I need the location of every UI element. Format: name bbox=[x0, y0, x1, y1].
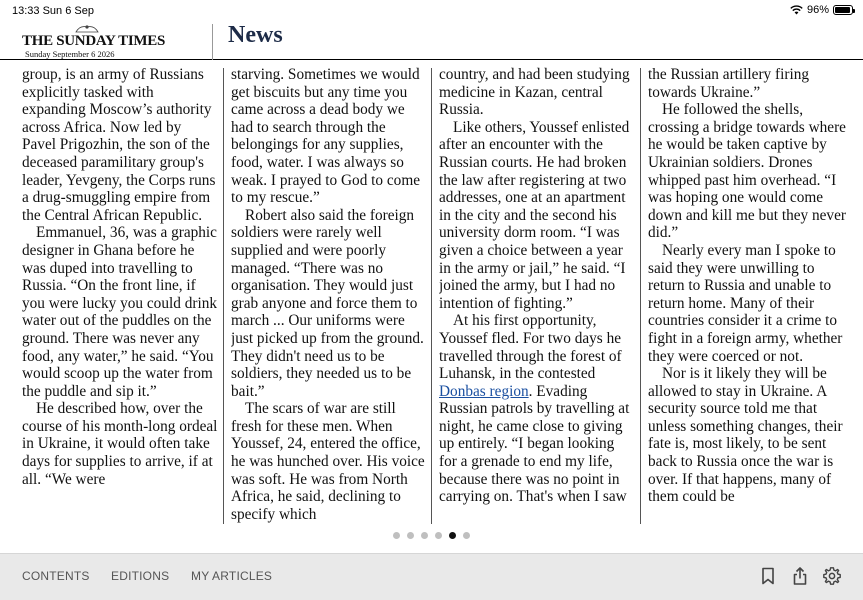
publication-logo[interactable] bbox=[22, 24, 212, 60]
paragraph: The scars of war are still fresh for these men. When Youssef, 24, entered the office, he was hunched over. His voice was soft. He was from North Africa, he said, declining to specify which bbox=[231, 400, 425, 523]
edition-date: Sunday September 6 2026 bbox=[25, 49, 115, 59]
wifi-icon bbox=[790, 5, 803, 15]
column-divider bbox=[431, 68, 432, 524]
publication-name: THE SUNDAY TIMES bbox=[22, 33, 166, 49]
article-column-3 bbox=[439, 66, 635, 524]
page-dot[interactable] bbox=[407, 532, 414, 539]
paragraph: Nearly every man I spoke to said they were unwilling to return to Russia and unable to return home. Many of their countries consider it a crime to fight in a foreign army, whether they were coerced or not. bbox=[648, 241, 843, 365]
paragraph: Nor is it likely they will be allowed to stay in Ukraine. A security source told me that unless something changes, their fate is, most likely, to be sent back to Russia once the war is over. If that happens, many of them could be bbox=[648, 365, 843, 506]
page-dot[interactable] bbox=[421, 532, 428, 539]
paragraph: the Russian artillery firing towards Ukraine.” bbox=[648, 66, 810, 101]
battery-percent: 96% bbox=[806, 4, 829, 16]
article-column-1 bbox=[22, 66, 218, 524]
bookmark-icon[interactable] bbox=[758, 566, 778, 586]
article-column-4 bbox=[648, 66, 848, 524]
section-title: News bbox=[228, 22, 283, 48]
masthead-divider bbox=[212, 24, 213, 60]
share-icon[interactable] bbox=[790, 566, 810, 586]
article-body bbox=[0, 66, 863, 526]
paragraph: Robert also said the foreign soldiers were rarely well supplied and were poorly managed. “There was no organisation. They would just grab anyone and force them to march ... Our uniforms were just picked up from the ground. They didn't need us to be soldiers, they needed us to be bait.” bbox=[231, 206, 424, 400]
paragraph-with-link bbox=[439, 312, 635, 506]
paragraph: He followed the shells, crossing a bridge towards where he would be taken captive by Ukrainian soldiers. Drones whipped past him overhead. “I was hoping one would come down and kill me but they never did.” bbox=[648, 101, 846, 242]
paragraph: group, is an army of Russians explicitly tasked with expanding Moscow’s authority across Africa. Now led by Pavel Prigozhin, the son of the deceased paramilitary group's leader, Yevgeny, the Corps runs a drug-smuggling empire from the Central African Republic. bbox=[22, 66, 216, 224]
paragraph: Emmanuel, 36, was a graphic designer in Ghana before he was duped into travelling to Russia. “On the front line, if you were lucky you could drink water out of the puddles on the ground. There was never any food, any water,” he said. “You would scoop up the water from the puddle and sip it.” bbox=[22, 224, 217, 400]
paragraph: country, and had been studying medicine in Kazan, central Russia. bbox=[439, 66, 630, 119]
page-dot[interactable] bbox=[393, 532, 400, 539]
contents-tab[interactable]: CONTENTS bbox=[22, 569, 90, 583]
battery-fill bbox=[835, 7, 850, 13]
article-column-2 bbox=[231, 66, 427, 524]
page-dot[interactable] bbox=[463, 532, 470, 539]
editions-tab[interactable]: EDITIONS bbox=[111, 569, 170, 583]
status-bar bbox=[0, 0, 863, 22]
status-right bbox=[790, 4, 853, 16]
bottom-toolbar bbox=[0, 553, 863, 600]
paragraph: starving. Sometimes we would get biscuits but any time you came across a dead body we had to search through the belongings for any supplies, food, water. I was always so weak. I prayed to God to come to my rescue.” bbox=[231, 66, 421, 207]
page-indicator[interactable] bbox=[0, 532, 863, 544]
page-dot-active[interactable] bbox=[449, 532, 456, 539]
page-dot[interactable] bbox=[435, 532, 442, 539]
status-time-date: 13:33 Sun 6 Sep bbox=[12, 5, 94, 17]
battery-icon bbox=[833, 5, 853, 15]
column-divider bbox=[223, 68, 224, 524]
paragraph: Like others, Youssef enlisted after an encounter with the Russian courts. He had broken the law after registering at two addresses, one at an apartment in the city and the second his university dorm room. “I was given a choice between a year in the army or jail,” he said. “I joined the army, but I had no intention of fighting.” bbox=[439, 118, 630, 312]
settings-gear-icon[interactable] bbox=[822, 566, 842, 586]
column-divider bbox=[640, 68, 641, 524]
paragraph-text: . Evading Russian patrols by travelling at night, he came close to giving up entirely. “I began looking for a grenade to end my life, because there was no point in carrying on. That's when I saw bbox=[439, 382, 630, 506]
paragraph: He described how, over the course of his month-long ordeal in Ukraine, it would often take days for supplies to arrive, if at all. “We were bbox=[22, 400, 218, 488]
masthead bbox=[0, 22, 863, 60]
donbas-region-link[interactable]: Donbas region bbox=[439, 382, 529, 400]
my-articles-tab[interactable]: MY ARTICLES bbox=[191, 569, 273, 583]
paragraph-text: At his first opportunity, Youssef fled. For two days he travelled through the forest of Luhansk, in the contested bbox=[439, 312, 622, 383]
